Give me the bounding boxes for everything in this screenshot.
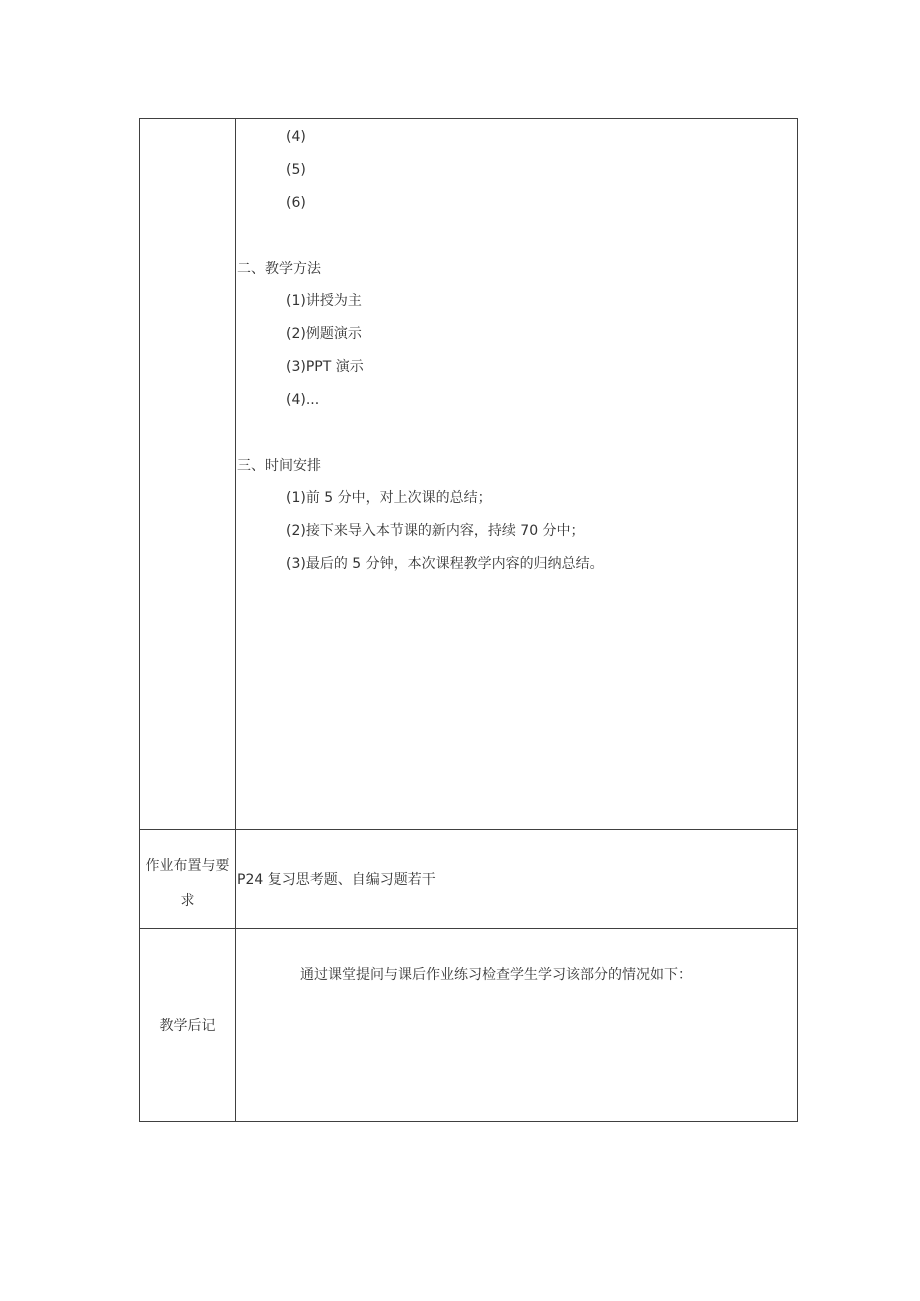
- methods-item: (2)例题演示: [286, 326, 362, 342]
- methods-item: (4)...: [286, 392, 320, 408]
- homework-label: [140, 857, 235, 910]
- homework-label-line1: 作业布置与要: [145, 858, 230, 874]
- row-divider: [140, 928, 797, 929]
- schedule-item: (1)前 5 分中，对上次课的总结；: [286, 490, 492, 506]
- reflection-text: 通过课堂提问与课后作业练习检查学生学习该部分的情况如下：: [300, 967, 692, 983]
- homework-label-line2: 求: [180, 893, 195, 909]
- content-item: (6): [286, 195, 306, 211]
- schedule-item: (2)接下来导入本节课的新内容，持续 70 分中；: [286, 523, 585, 539]
- row-divider: [140, 829, 797, 830]
- column-divider: [235, 119, 236, 1121]
- content-item: (4): [286, 129, 306, 145]
- schedule-heading: 三、时间安排: [237, 458, 321, 474]
- methods-item: (1)讲授为主: [286, 293, 362, 309]
- reflection-label: 教学后记: [159, 1018, 216, 1034]
- content-item: (5): [286, 162, 306, 178]
- methods-item: (3)PPT 演示: [286, 359, 364, 375]
- methods-heading: 二、教学方法: [237, 261, 321, 277]
- schedule-item: (3)最后的 5 分钟，本次课程教学内容的归纳总结。: [286, 556, 604, 572]
- homework-text: P24 复习思考题、自编习题若干: [237, 872, 436, 888]
